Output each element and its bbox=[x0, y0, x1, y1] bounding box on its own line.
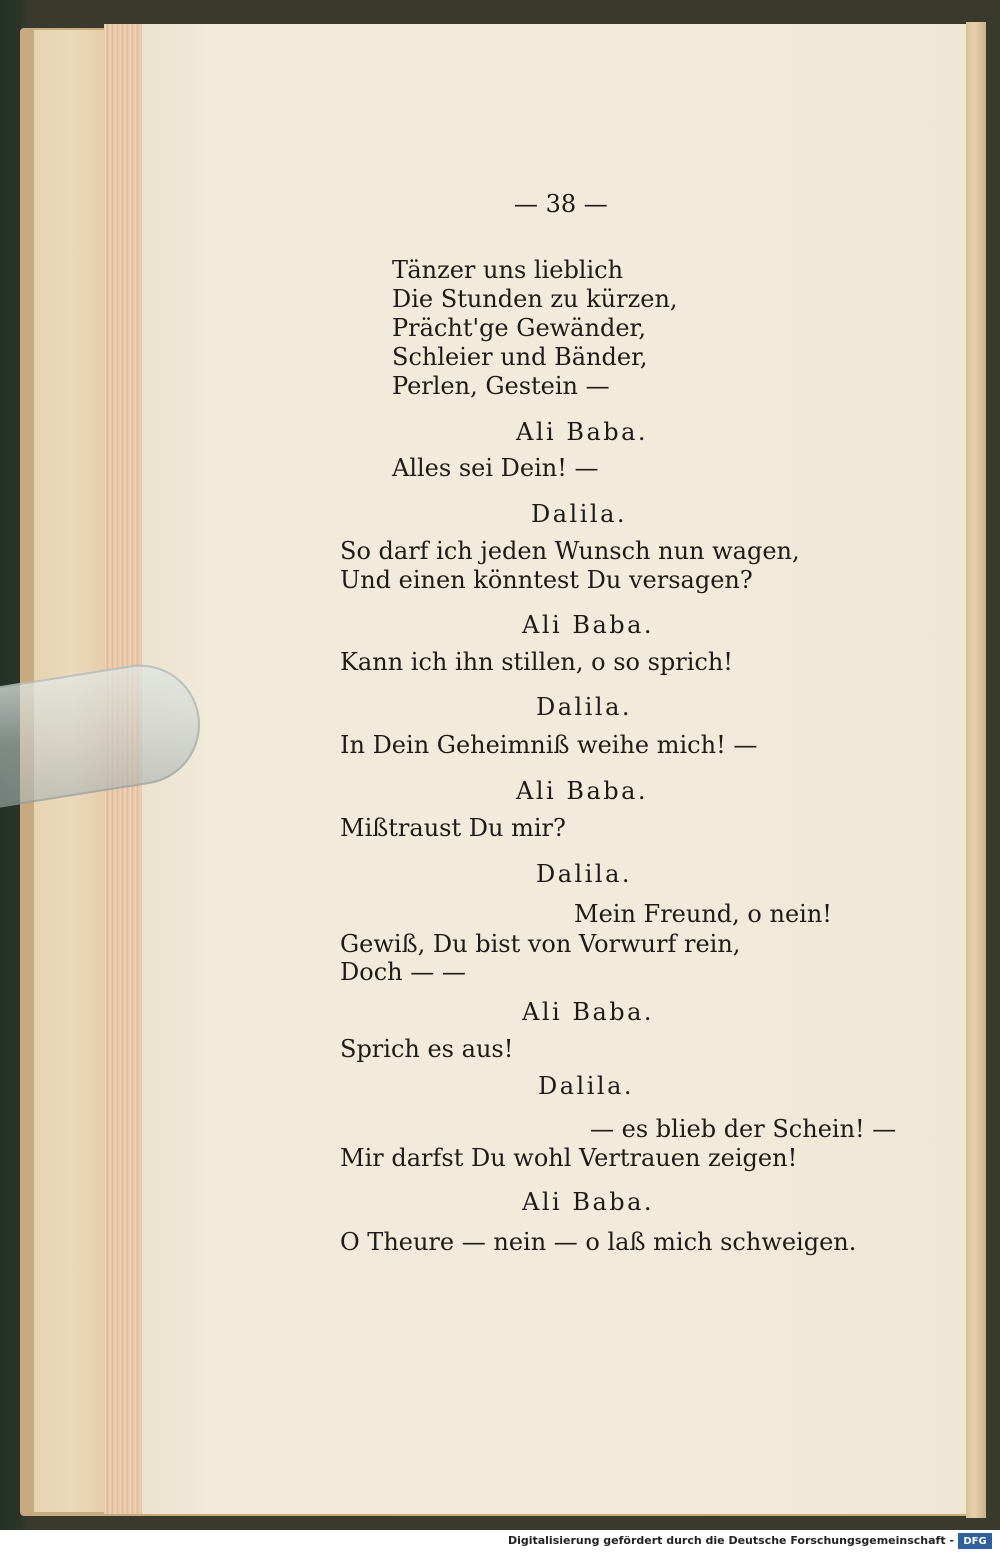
verse-line: Sprich es aus! bbox=[340, 1035, 514, 1063]
verse-line: Schleier und Bänder, bbox=[392, 343, 648, 371]
verse-line: So darf ich jeden Wunsch nun wagen, bbox=[340, 537, 800, 565]
verse-line: O Theure — nein — o laß mich schweigen. bbox=[340, 1228, 857, 1256]
digitization-footer bbox=[0, 1530, 1000, 1553]
verse-line: Und einen könntest Du versagen? bbox=[340, 566, 753, 594]
verse-line: — es blieb der Schein! — bbox=[590, 1115, 897, 1143]
verse-line: Gewiß, Du bist von Vorwurf rein, bbox=[340, 930, 741, 958]
verse-line: In Dein Geheimniß weihe mich! — bbox=[340, 731, 758, 759]
verse-line: Prächt'ge Gewänder, bbox=[392, 314, 646, 342]
verse-line: Perlen, Gestein — bbox=[392, 372, 610, 400]
speaker-name: Dalila. bbox=[536, 693, 633, 721]
speaker-name: Dalila. bbox=[536, 860, 633, 888]
verse-line: Kann ich ihn stillen, o so sprich! bbox=[340, 648, 733, 676]
verse-line: Alles sei Dein! — bbox=[392, 454, 599, 482]
verse-line: Mir darfst Du wohl Vertrauen zeigen! bbox=[340, 1144, 798, 1172]
page-number: — 38 — bbox=[514, 190, 608, 218]
speaker-name: Ali Baba. bbox=[516, 418, 649, 446]
verse-line: Doch — — bbox=[340, 958, 466, 986]
verse-line: Mißtraust Du mir? bbox=[340, 814, 566, 842]
book-page bbox=[142, 24, 968, 1514]
verse-line: Mein Freund, o nein! bbox=[574, 900, 832, 928]
speaker-name: Ali Baba. bbox=[522, 1188, 655, 1216]
funding-notice: Digitalisierung gefördert durch die Deutsche Forschungsgemeinschaft - bbox=[507, 1534, 954, 1547]
speaker-name: Dalila. bbox=[531, 500, 628, 528]
speaker-name: Ali Baba. bbox=[522, 998, 655, 1026]
right-page-edge bbox=[966, 22, 986, 1518]
speaker-name: Dalila. bbox=[538, 1072, 635, 1100]
verse-line: Die Stunden zu kürzen, bbox=[392, 285, 678, 313]
dfg-logo: DFG bbox=[958, 1533, 992, 1549]
speaker-name: Ali Baba. bbox=[522, 611, 655, 639]
speaker-name: Ali Baba. bbox=[516, 777, 649, 805]
verse-line: Tänzer uns lieblich bbox=[392, 256, 624, 284]
